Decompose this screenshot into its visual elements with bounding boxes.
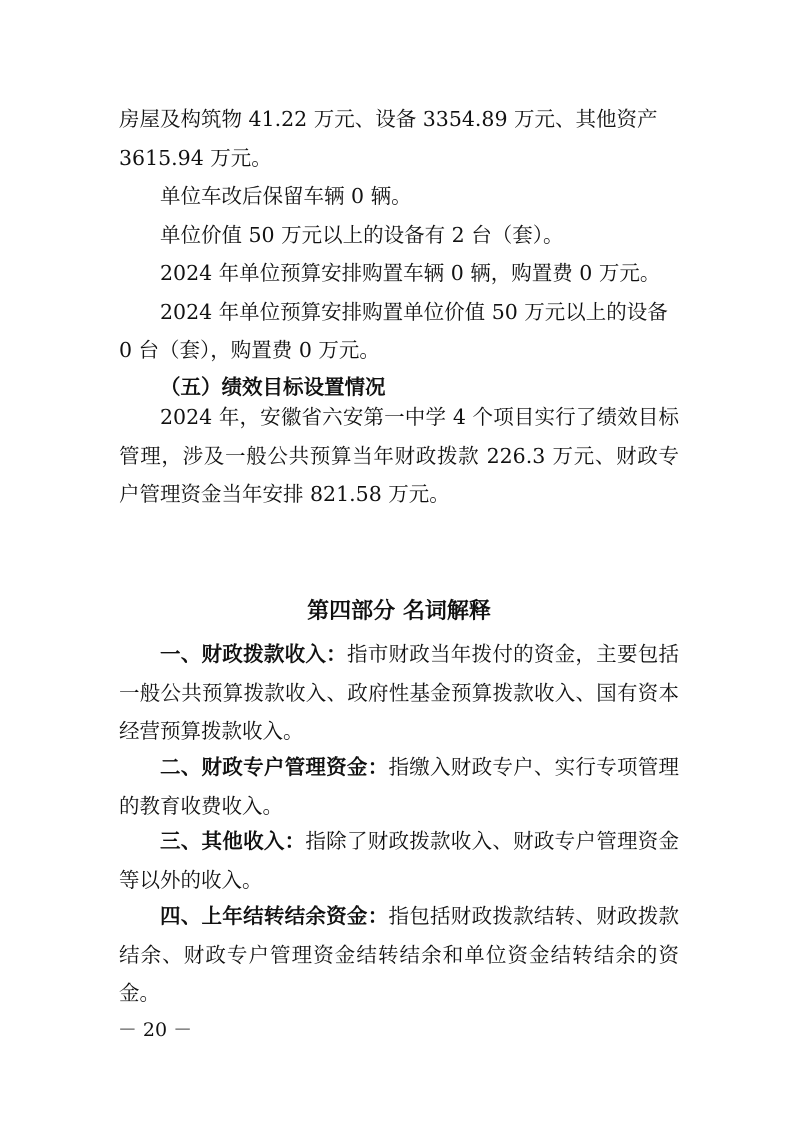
purchase-vehicles-paragraph: 2024 年单位预算安排购置车辆 0 辆，购置费 0 万元。 xyxy=(160,261,661,285)
assets-line-2: 3615.94 万元。 xyxy=(119,146,272,170)
term-text: 指除了财政拨款收入、财政专户管理资金等以外的收入。 xyxy=(119,829,680,892)
term-paragraph-4 xyxy=(119,897,679,1013)
purchase-equipment-line-1: 2024 年单位预算安排购置单位价值 50 万元以上的设备 xyxy=(160,300,668,324)
performance-paragraph: 2024 年，安徽省六安第一中学 4 个项目实行了绩效目标管理，涉及一般公共预算当年财政拨款 226.3 万元、财政专户管理资金当年安排 821.58 万元。 xyxy=(119,405,679,506)
term-text: 指包括财政拨款结转、财政拨款结余、财政专户管理资金结转结余和单位资金结转结余的资金。 xyxy=(119,904,680,1005)
performance-heading: （五）绩效目标设置情况 xyxy=(160,375,386,399)
section-title: 第四部分 名词解释 xyxy=(307,599,491,624)
term-text: 指市财政当年拨付的资金，主要包括一般公共预算拨款收入、政府性基金预算拨款收入、国有资本经营预算拨款收入。 xyxy=(119,642,679,743)
term-label: 二、财政专户管理资金： xyxy=(160,755,389,779)
term-paragraph-3 xyxy=(119,822,679,899)
page-number: － 20 － xyxy=(117,1019,193,1041)
purchase-equipment-line-2: 0 台（套），购置费 0 万元。 xyxy=(119,338,380,362)
term-label: 一、财政拨款收入： xyxy=(160,642,347,666)
term-label: 四、上年结转结余资金： xyxy=(160,904,389,928)
assets-line-1: 房屋及构筑物 41.22 万元、设备 3354.89 万元、其他资产 xyxy=(119,107,658,131)
term-paragraph-1 xyxy=(119,635,679,751)
term-paragraph-2 xyxy=(119,748,679,825)
equipment-paragraph: 单位价值 50 万元以上的设备有 2 台（套）。 xyxy=(160,223,564,247)
vehicles-paragraph: 单位车改后保留车辆 0 辆。 xyxy=(160,184,412,208)
term-text: 指缴入财政专户、实行专项管理的教育收费收入。 xyxy=(119,755,680,818)
term-label: 三、其他收入： xyxy=(160,829,306,853)
